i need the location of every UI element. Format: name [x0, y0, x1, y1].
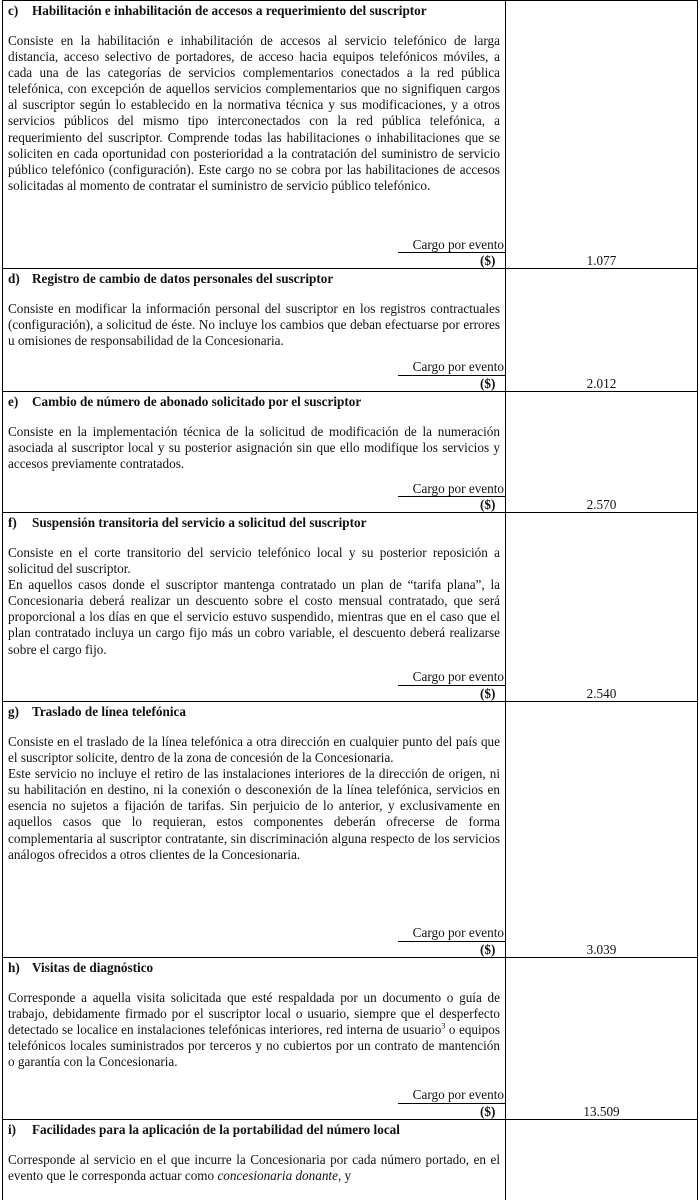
- section-title: c) Habilitación e inhabilitación de accesos a requerimiento del suscriptor: [8, 3, 427, 18]
- section-e: [8, 394, 500, 472]
- section-title: e) Cambio de número de abonado solicitado por el suscriptor: [8, 394, 362, 409]
- charge-value: 2.570: [586, 497, 617, 512]
- charge-label: Cargo por evento: [412, 481, 504, 496]
- unit-label: ($): [480, 253, 496, 268]
- section-title: f) Suspensión transitoria del servicio a solicitud del suscriptor: [8, 515, 367, 530]
- unit-label: ($): [480, 942, 496, 957]
- charge-value: 2.012: [586, 376, 617, 391]
- row-divider: [2, 0, 698, 1]
- charge-label: Cargo por evento: [412, 237, 504, 252]
- section-title: g) Traslado de línea telefónica: [8, 704, 186, 719]
- section-title: i) Facilidades para la aplicación de la portabilidad del número local: [8, 1122, 400, 1137]
- section-title: h) Visitas de diagnóstico: [8, 960, 154, 975]
- charge-value: 3.039: [586, 942, 617, 957]
- charge-label: Cargo por evento: [412, 359, 504, 374]
- section-h: [8, 960, 500, 1070]
- section-description: Consiste en el traslado de la línea telefónica a otra dirección en cualquier punto del país que el suscriptor solicite, dentro de la zona de concesión de la Concesionaria. Este servicio no incluye el retiro de las instalaciones interiores de la dirección de origen, ni su habilitación en destino, ni la conexión o desconexión de la línea telefónica, servicios en esencia no sujetos a fijación de tarifas. Sin perjuicio de lo anterior, y exclusivamente en aquellos casos que lo requieran, estos componentes deberán ofrecerse de forma complementaria al suscriptor contratante, sin discriminación alguna respecto de los servicios análogos ofrecidos a otros clientes de la Concesionaria.: [8, 734, 500, 862]
- section-description: Consiste en el corte transitorio del servicio telefónico local y su posterior reposición a solicitud del suscriptor. En aquellos casos donde el suscriptor mantenga contratado un plan de “tarifa plana”, la Concesionaria deberá realizar un descuento sobre el costo mensual contratado, que será proporcional a los días en que el servicio estuvo suspendido, mientras que en el caso que el plan contratado incluya un cargo fijo más un cobro variable, el descuento deberá realizarse sobre el cargo fijo.: [8, 545, 500, 657]
- table-column-divider: [505, 0, 506, 1200]
- charge-label: Cargo por evento: [412, 1087, 504, 1102]
- section-description: Consiste en la habilitación e inhabilitación de accesos al servicio telefónico de larga distancia, acceso selectivo de portadores, de acceso hacia equipos telefónicos móviles, a cada una de las categorías de servicios complementarios conectados a la red pública telefónica, con excepción de aquellos servicios complementarios que no signifiquen cargos al suscriptor según lo establecido en la normativa técnica y sus modificaciones, y a otros servicios públicos del mismo tipo interconectados con la red pública telefónica, a requerimiento del suscriptor. Comprende todas las habilitaciones o inhabilitaciones que se soliciten en cada oportunidad con posterioridad a la contratación del suministro de servicio público telefónico (configuración). Este cargo no se cobra por las habilitaciones de accesos solicitadas al momento de contratar el suministro de servicio público telefónico.: [8, 33, 500, 193]
- charge-label: Cargo por evento: [412, 925, 504, 940]
- section-i: [8, 1122, 500, 1184]
- unit-label: ($): [480, 376, 496, 391]
- section-title: d) Registro de cambio de datos personales del suscriptor: [8, 271, 334, 286]
- table-right-border: [697, 0, 698, 1200]
- section-description: Corresponde a aquella visita solicitada que esté respaldada por un documento o guía de trabajo, debidamente firmado por el suscriptor local o usuario, siempre que el desperfecto detectado se localice en instalaciones telefónicas interiores, red interna de usuario$^3$ o equipos telefónicos locales suministrados por terceros y no cubiertos por un contrato de mantención o garantía con la Concesionaria.: [8, 990, 500, 1070]
- unit-label: ($): [480, 497, 496, 512]
- unit-label: ($): [480, 686, 496, 701]
- section-description: Consiste en modificar la información personal del suscriptor en los registros contractuales (configuración), a solicitud de éste. No incluye los cambios que deban efectuarse por errores u omisiones de responsabilidad de la Concesionaria.: [8, 301, 500, 349]
- charge-label: Cargo por evento: [412, 669, 504, 684]
- charge-value: 1.077: [586, 253, 617, 268]
- unit-label: ($): [480, 1104, 496, 1119]
- table-left-border: [2, 0, 3, 1200]
- section-f: [8, 515, 500, 658]
- charge-value: 13.509: [583, 1104, 620, 1119]
- footnote-ref: 3: [441, 1021, 446, 1031]
- section-d: [8, 271, 500, 349]
- section-description: Corresponde al servicio en el que incurre la Concesionaria por cada número portado, en el evento que le corresponda actuar como concesionaria donante, y: [8, 1152, 500, 1184]
- section-c: [8, 3, 500, 194]
- section-description: Consiste en la implementación técnica de la solicitud de modificación de la numeración asociada al suscriptor local y su posterior asignación sin que ello modifique los servicios y accesos previamente contratados.: [8, 424, 500, 472]
- section-g: [8, 704, 500, 863]
- charge-value: 2.540: [586, 686, 617, 701]
